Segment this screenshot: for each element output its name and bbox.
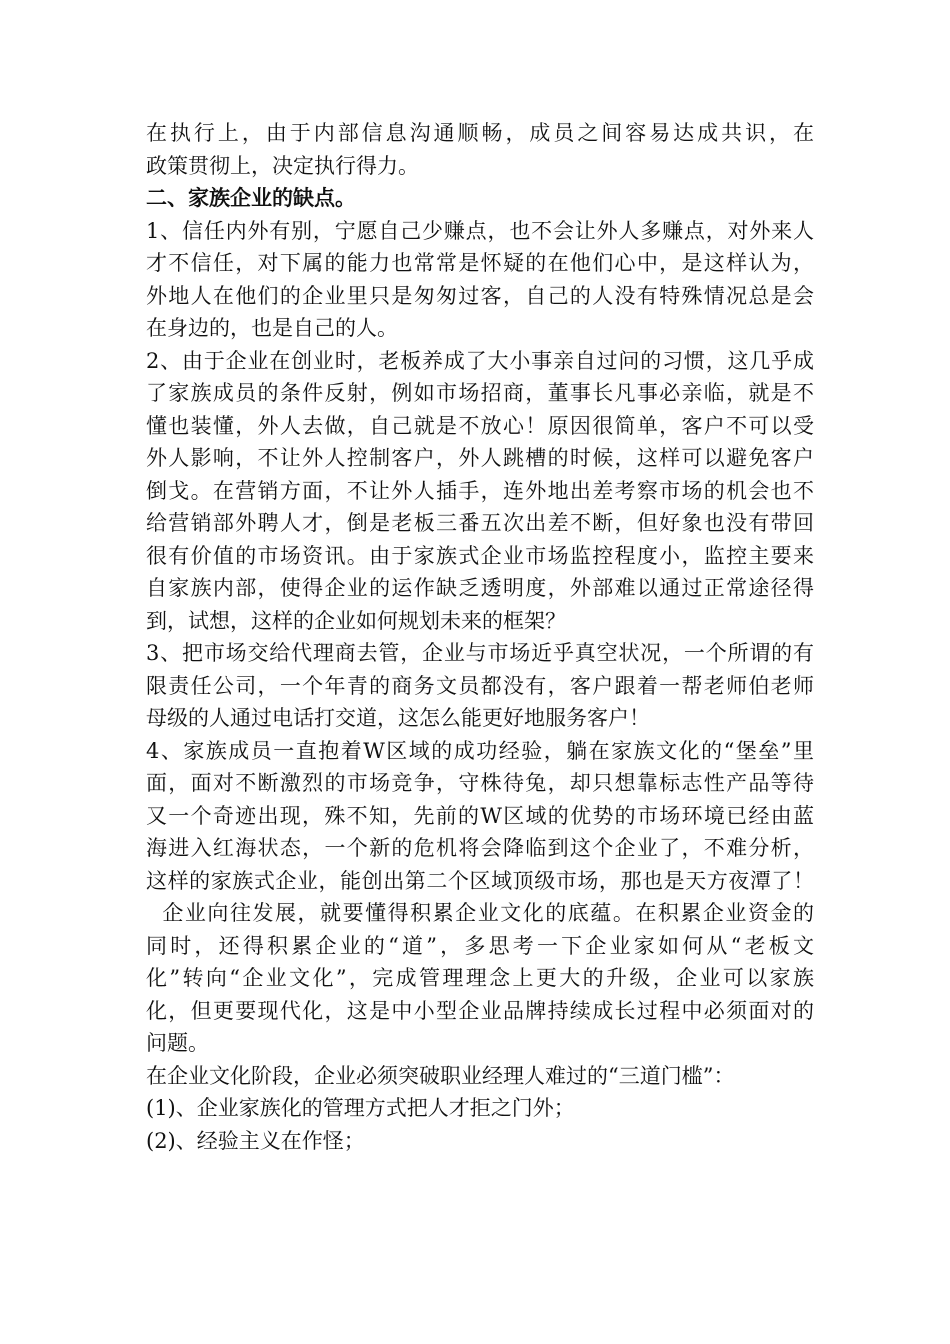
text-line: 化，但更要现代化，这是中小型企业品牌持续成长过程中必须面对的 [146,998,814,1023]
text-line: 外地人在他们的企业里只是匆匆过客，自己的人没有特殊情况总是会 [146,283,814,308]
text-line: 给营销部外聘人才，倒是老板三番五次出差不断，但好象也没有带回 [146,511,814,535]
text-line: 懂也装懂，外人去做，自己就是不放心！原因很简单，客户不可以受 [146,413,814,438]
text-line: 在执行上，由于内部信息沟通顺畅，成员之间容易达成共识，在 [146,121,814,145]
text-line: 到，试想，这样的企业如何规划未来的框架？ [146,608,566,633]
text-line: 了家族成员的条件反射，例如市场招商，董事长凡事必亲临，就是不 [146,381,814,405]
text-line: 问题。 [146,1031,209,1055]
text-line: 同时，还得积累企业的“道”，多思考一下企业家如何从“老板文 [146,933,814,958]
text-line: 面，面对不断激烈的市场竞争，守株待兔，却只想靠标志性产品等待 [146,771,814,795]
text-line: 又一个奇迹出现，殊不知，先前的W区域的优势的市场环境已经由蓝 [146,803,814,828]
section-heading: 二、家族企业的缺点。 [146,186,356,210]
text-line: 倒戈。在营销方面，不让外人插手，连外地出差考察市场的机会也不 [146,478,814,503]
text-line: 外人影响，不让外人控制客户，外人跳槽的时候，这样可以避免客户 [146,446,814,470]
text-line: 在身边的，也是自己的人。 [146,316,398,340]
text-line: 限责任公司，一个年青的商务文员都没有，客户跟着一帮老师伯老师 [146,673,814,698]
text-line: 很有价值的市场资讯。由于家族式企业市场监控程度小，监控主要来 [146,543,814,568]
text-line: 2、由于企业在创业时，老板养成了大小事亲自过问的习惯，这几乎成 [146,348,814,373]
text-line: 1、信任内外有别，宁愿自己少赚点，也不会让外人多赚点，对外来人 [146,218,814,243]
document-body [146,117,814,1157]
text-line: 企业向往发展，就要懂得积累企业文化的底蕴。在积累企业资金的 [146,901,814,925]
list-item: (1)、企业家族化的管理方式把人才拒之门外； [146,1096,575,1120]
text-line: 化”转向“企业文化”，完成管理理念上更大的升级，企业可以家族 [146,966,814,990]
text-line: 这样的家族式企业，能创出第二个区域顶级市场，那也是天方夜潭了！ [146,868,814,893]
text-line: 3、把市场交给代理商去管，企业与市场近乎真空状况，一个所谓的有 [146,641,814,665]
text-line: 才不信任，对下属的能力也常常是怀疑的在他们心中，是这样认为， [146,251,814,275]
text-line: 在企业文化阶段，企业必须突破职业经理人难过的“三道门槛”： [146,1063,735,1088]
text-line: 政策贯彻上，决定执行得力。 [146,153,419,178]
list-item: (2)、经验主义在作怪； [146,1128,365,1153]
text-line: 海进入红海状态，一个新的危机将会降临到这个企业了，不难分析， [146,836,814,860]
text-line: 母级的人通过电话打交道，这怎么能更好地服务客户！ [146,706,650,730]
text-line: 4、家族成员一直抱着W区域的成功经验，躺在家族文化的“堡垒”里 [146,738,814,763]
text-line: 自家族内部，使得企业的运作缺乏透明度，外部难以通过正常途径得 [146,576,814,600]
